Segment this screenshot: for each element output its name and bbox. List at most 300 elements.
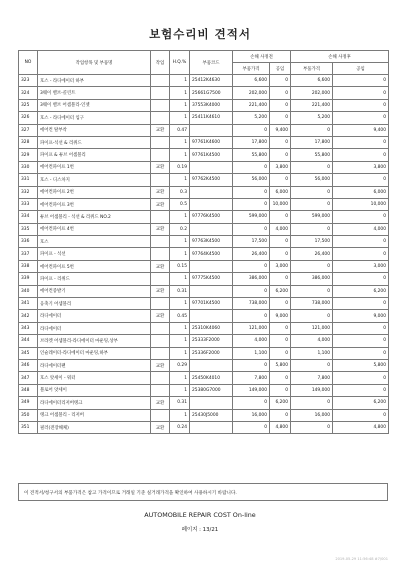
row-number-cell: 335 — [19, 223, 38, 235]
labor-after-cell: 9,400 — [333, 124, 389, 136]
hq-value-cell: 0.47 — [170, 124, 190, 136]
item-name-cell: 호스 - 디스차지 — [38, 174, 151, 186]
parts-price-before-cell: 5,200 — [233, 112, 270, 124]
row-number-cell: 349 — [19, 397, 38, 409]
labor-after-cell: 3,800 — [333, 161, 389, 173]
part-code-cell — [190, 310, 233, 322]
hq-value-cell: 0.24 — [170, 421, 190, 433]
labor-after-cell: 6,000 — [333, 186, 389, 198]
row-number-cell: 350 — [19, 409, 38, 421]
hq-value-cell: 1 — [170, 236, 190, 248]
labor-before-cell: 0 — [270, 236, 291, 248]
labor-before-cell: 0 — [270, 112, 291, 124]
table-row — [19, 359, 389, 371]
table-row — [19, 236, 389, 248]
parts-price-before-cell: 0 — [233, 260, 270, 272]
print-timestamp: 2019-05-29 11:56:48 #7/001 — [335, 557, 388, 561]
item-name-cell: 라디에이터팬 — [38, 359, 151, 371]
labor-after-cell: 0 — [333, 75, 389, 87]
row-number-cell: 325 — [19, 99, 38, 111]
labor-after-cell: 0 — [333, 248, 389, 260]
table-row — [19, 223, 389, 235]
table-row — [19, 273, 389, 285]
part-code-cell: 97761K4600 — [190, 136, 233, 148]
work-type-cell: 교환 — [151, 161, 170, 173]
work-type-cell: 교환 — [151, 310, 170, 322]
part-code-cell: 97701K4500 — [190, 298, 233, 310]
hq-value-cell: 0.19 — [170, 161, 190, 173]
parts-price-before-cell: 221,400 — [233, 99, 270, 111]
table-row — [19, 174, 389, 186]
hq-value-cell: 1 — [170, 112, 190, 124]
labor-before-cell: 6,200 — [270, 285, 291, 297]
parts-price-after-cell: 0 — [291, 359, 333, 371]
hq-value-cell: 1 — [170, 372, 190, 384]
parts-price-after-cell: 121,000 — [291, 322, 333, 334]
row-number-cell: 345 — [19, 347, 38, 359]
labor-after-cell: 10,000 — [333, 198, 389, 210]
work-type-cell — [151, 248, 170, 260]
labor-after-cell: 0 — [333, 236, 389, 248]
parts-price-after-cell: 0 — [291, 198, 333, 210]
work-type-cell: 교환 — [151, 186, 170, 198]
item-name-cell: 호스 앗세이 - 워터 — [38, 372, 151, 384]
labor-before-cell: 0 — [270, 87, 291, 99]
item-name-cell: 호스 - 라디에이터 입구 — [38, 112, 151, 124]
item-name-cell: 에어컨파이프 5번 — [38, 260, 151, 272]
item-name-cell: 파이프 - 리퀴드 — [38, 273, 151, 285]
part-code-cell: 97763K4500 — [190, 236, 233, 248]
work-type-cell — [151, 298, 170, 310]
part-code-cell — [190, 198, 233, 210]
parts-price-before-cell: 17,800 — [233, 136, 270, 148]
labor-after-cell: 0 — [333, 211, 389, 223]
table-row — [19, 285, 389, 297]
item-name-cell: 파이프-석션 & 리퀴드 — [38, 136, 151, 148]
labor-before-cell: 0 — [270, 248, 291, 260]
row-number-cell: 348 — [19, 384, 38, 396]
labor-after-cell: 5,800 — [333, 359, 389, 371]
work-type-cell: 교환 — [151, 260, 170, 272]
work-type-cell — [151, 347, 170, 359]
hq-value-cell: 0.31 — [170, 397, 190, 409]
table-row — [19, 298, 389, 310]
work-type-cell — [151, 236, 170, 248]
parts-price-after-cell: 55,800 — [291, 149, 333, 161]
parts-price-after-cell: 738,000 — [291, 298, 333, 310]
labor-after-cell: 0 — [333, 174, 389, 186]
hq-value-cell: 1 — [170, 322, 190, 334]
header-hq: H.Q.% — [170, 51, 190, 75]
parts-price-before-cell: 0 — [233, 285, 270, 297]
footer-page-indicator — [0, 525, 400, 533]
hq-value-cell: 0.2 — [170, 223, 190, 235]
work-type-cell — [151, 409, 170, 421]
labor-before-cell: 0 — [270, 298, 291, 310]
part-code-cell: 97761K4500 — [190, 149, 233, 161]
hq-value-cell: 1 — [170, 384, 190, 396]
part-code-cell: 97762K4500 — [190, 174, 233, 186]
parts-price-after-cell: 16,000 — [291, 409, 333, 421]
item-name-cell: 블로어 앗세이 — [38, 384, 151, 396]
work-type-cell: 교환 — [151, 285, 170, 297]
hq-value-cell: 1 — [170, 75, 190, 87]
work-type-cell — [151, 112, 170, 124]
labor-after-cell: 0 — [333, 99, 389, 111]
row-number-cell: 340 — [19, 285, 38, 297]
row-number-cell: 351 — [19, 421, 38, 433]
row-number-cell: 338 — [19, 260, 38, 272]
item-name-cell: 에어컨파이프 1번 — [38, 161, 151, 173]
parts-price-after-cell: 0 — [291, 186, 333, 198]
labor-after-cell: 0 — [333, 384, 389, 396]
labor-after-cell: 0 — [333, 409, 389, 421]
table-row — [19, 335, 389, 347]
item-name-cell: 에어컨파이프 3번 — [38, 198, 151, 210]
item-name-cell: 인슐레이터-라디에이터 마운팅,하부 — [38, 347, 151, 359]
part-code-cell — [190, 421, 233, 433]
table-row — [19, 248, 389, 260]
parts-price-before-cell: 0 — [233, 124, 270, 136]
table-row — [19, 87, 389, 99]
row-number-cell: 334 — [19, 211, 38, 223]
parts-price-after-cell: 0 — [291, 421, 333, 433]
table-row — [19, 198, 389, 210]
labor-before-cell: 0 — [270, 322, 291, 334]
table-row — [19, 322, 389, 334]
parts-price-before-cell: 26,400 — [233, 248, 270, 260]
parts-price-before-cell: 0 — [233, 359, 270, 371]
table-row — [19, 149, 389, 161]
work-type-cell: 교환 — [151, 198, 170, 210]
part-code-cell — [190, 124, 233, 136]
parts-price-before-cell: 1,100 — [233, 347, 270, 359]
parts-price-before-cell: 17,500 — [233, 236, 270, 248]
header-no: NO — [19, 51, 38, 75]
parts-price-after-cell: 0 — [291, 223, 333, 235]
row-number-cell: 326 — [19, 112, 38, 124]
row-number-cell: 323 — [19, 75, 38, 87]
labor-after-cell: 6,200 — [333, 397, 389, 409]
table-row — [19, 161, 389, 173]
labor-after-cell: 0 — [333, 347, 389, 359]
work-type-cell: 교환 — [151, 359, 170, 371]
item-name-cell: 에어컨증발기 — [38, 285, 151, 297]
part-code-cell: 25450K4010 — [190, 372, 233, 384]
part-code-cell: 25430J5000 — [190, 409, 233, 421]
item-name-cell: 3웨이 밸브 어셈블리-인젯 — [38, 99, 151, 111]
parts-price-before-cell: 0 — [233, 161, 270, 173]
parts-price-before-cell: 386,000 — [233, 273, 270, 285]
work-type-cell — [151, 75, 170, 87]
labor-before-cell: 0 — [270, 347, 291, 359]
header-part-code: 부품코드 — [190, 51, 233, 75]
work-type-cell: 교환 — [151, 124, 170, 136]
hq-value-cell: 1 — [170, 99, 190, 111]
hq-value-cell: 1 — [170, 136, 190, 148]
labor-after-cell: 6,200 — [333, 285, 389, 297]
part-code-cell: 97764K4500 — [190, 248, 233, 260]
labor-before-cell: 0 — [270, 273, 291, 285]
part-code-cell — [190, 260, 233, 272]
parts-price-after-cell: 0 — [291, 161, 333, 173]
row-number-cell: 328 — [19, 136, 38, 148]
header-parts-price-after: 부품가격 — [291, 63, 333, 75]
row-number-cell: 333 — [19, 198, 38, 210]
work-type-cell: 교환 — [151, 223, 170, 235]
row-number-cell: 329 — [19, 149, 38, 161]
hq-value-cell: 1 — [170, 298, 190, 310]
row-number-cell: 341 — [19, 298, 38, 310]
labor-before-cell: 6,000 — [270, 186, 291, 198]
parts-price-after-cell: 0 — [291, 260, 333, 272]
hq-value-cell: 0.45 — [170, 310, 190, 322]
labor-before-cell: 0 — [270, 136, 291, 148]
row-number-cell: 324 — [19, 87, 38, 99]
item-name-cell: 필러(전장해체) — [38, 421, 151, 433]
parts-price-after-cell: 5,200 — [291, 112, 333, 124]
labor-after-cell: 9,000 — [333, 310, 389, 322]
parts-price-before-cell: 6,600 — [233, 75, 270, 87]
parts-price-before-cell: 0 — [233, 421, 270, 433]
header-labor-after: 공임 — [333, 63, 389, 75]
parts-price-after-cell: 0 — [291, 285, 333, 297]
item-name-cell: 탱크 어셈블리 - 리저버 — [38, 409, 151, 421]
parts-price-after-cell: 149,000 — [291, 384, 333, 396]
labor-before-cell: 0 — [270, 335, 291, 347]
footer-service-name: AUTOMOBILE REPAIR COST On-line — [144, 511, 256, 519]
parts-price-before-cell: 149,000 — [233, 384, 270, 396]
parts-price-before-cell: 0 — [233, 186, 270, 198]
parts-price-after-cell: 7,800 — [291, 372, 333, 384]
part-code-cell: 37553K4000 — [190, 99, 233, 111]
labor-after-cell: 0 — [333, 112, 389, 124]
page-number: 13/21 — [202, 527, 219, 533]
labor-before-cell: 0 — [270, 409, 291, 421]
labor-after-cell: 0 — [333, 372, 389, 384]
labor-after-cell: 4,800 — [333, 421, 389, 433]
table-row — [19, 112, 389, 124]
labor-before-cell: 0 — [270, 372, 291, 384]
row-number-cell: 327 — [19, 124, 38, 136]
work-type-cell — [151, 384, 170, 396]
item-name-cell: 3웨이 밸브-콜린트 — [38, 87, 151, 99]
header-after-assessment: 손해 사정후 — [291, 51, 389, 63]
parts-price-after-cell: 6,600 — [291, 75, 333, 87]
table-row — [19, 75, 389, 87]
row-number-cell: 339 — [19, 273, 38, 285]
parts-price-before-cell: 0 — [233, 310, 270, 322]
labor-after-cell: 0 — [333, 149, 389, 161]
work-type-cell — [151, 273, 170, 285]
labor-before-cell: 3,000 — [270, 260, 291, 272]
part-code-cell: 25310K4060 — [190, 322, 233, 334]
page-label: 페이지 : — [181, 527, 203, 533]
parts-price-after-cell: 221,400 — [291, 99, 333, 111]
hq-value-cell: 1 — [170, 409, 190, 421]
table-row — [19, 136, 389, 148]
part-code-cell: 97776K4500 — [190, 211, 233, 223]
table-row — [19, 409, 389, 421]
hq-value-cell: 1 — [170, 149, 190, 161]
part-code-cell — [190, 359, 233, 371]
item-name-cell: 호스 - 라디에이터 하부 — [38, 75, 151, 87]
labor-before-cell: 4,800 — [270, 421, 291, 433]
parts-price-before-cell: 738,000 — [233, 298, 270, 310]
table-row — [19, 99, 389, 111]
row-number-cell: 346 — [19, 359, 38, 371]
item-name-cell: 호스 — [38, 236, 151, 248]
header-labor-before: 공임 — [270, 63, 291, 75]
item-name-cell: 브라켓 어셈블리-라디에이터 마운팅,상부 — [38, 335, 151, 347]
labor-after-cell: 0 — [333, 87, 389, 99]
item-name-cell: 튜브 어셈블리 - 석션 & 리퀴드 NO.2 — [38, 211, 151, 223]
header-work: 작업 — [151, 51, 170, 75]
part-code-cell: 25333F2000 — [190, 335, 233, 347]
work-type-cell — [151, 211, 170, 223]
labor-after-cell: 4,000 — [333, 223, 389, 235]
parts-price-after-cell: 1,100 — [291, 347, 333, 359]
row-number-cell: 331 — [19, 174, 38, 186]
table-row — [19, 384, 389, 396]
hq-value-cell: 0.29 — [170, 359, 190, 371]
labor-after-cell: 0 — [333, 273, 389, 285]
estimate-table — [18, 50, 389, 434]
row-number-cell: 330 — [19, 161, 38, 173]
hq-value-cell: 0.15 — [170, 260, 190, 272]
labor-before-cell: 10,000 — [270, 198, 291, 210]
table-row — [19, 211, 389, 223]
table-row — [19, 260, 389, 272]
labor-before-cell: 5,800 — [270, 359, 291, 371]
part-code-cell — [190, 161, 233, 173]
labor-after-cell: 3,000 — [333, 260, 389, 272]
hq-value-cell: 1 — [170, 211, 190, 223]
row-number-cell: 347 — [19, 372, 38, 384]
parts-price-after-cell: 202,000 — [291, 87, 333, 99]
part-code-cell: 25412K4630 — [190, 75, 233, 87]
hq-value-cell: 1 — [170, 335, 190, 347]
work-type-cell: 교환 — [151, 397, 170, 409]
labor-after-cell: 0 — [333, 136, 389, 148]
parts-price-after-cell: 599,000 — [291, 211, 333, 223]
parts-price-after-cell: 0 — [291, 310, 333, 322]
parts-price-before-cell: 56,000 — [233, 174, 270, 186]
item-name-cell: 라디에이터 — [38, 322, 151, 334]
parts-price-after-cell: 26,400 — [291, 248, 333, 260]
header-parts-price-before: 부품가격 — [233, 63, 270, 75]
parts-price-after-cell: 17,500 — [291, 236, 333, 248]
labor-after-cell: 0 — [333, 335, 389, 347]
part-code-cell: 97775K4500 — [190, 273, 233, 285]
work-type-cell — [151, 136, 170, 148]
parts-price-after-cell: 0 — [291, 124, 333, 136]
parts-price-before-cell: 4,000 — [233, 335, 270, 347]
work-type-cell — [151, 322, 170, 334]
labor-before-cell: 0 — [270, 99, 291, 111]
part-code-cell: 25661G7500 — [190, 87, 233, 99]
parts-price-after-cell: 56,000 — [291, 174, 333, 186]
table-row — [19, 372, 389, 384]
table-row — [19, 124, 389, 136]
header-before-assessment: 손해 사정전 — [233, 51, 291, 63]
labor-before-cell: 0 — [270, 211, 291, 223]
work-type-cell — [151, 149, 170, 161]
table-row — [19, 186, 389, 198]
labor-before-cell: 0 — [270, 384, 291, 396]
parts-price-before-cell: 16,000 — [233, 409, 270, 421]
table-row — [19, 421, 389, 433]
document-title: 보험수리비 견적서 — [149, 27, 251, 41]
item-name-cell: 응축기 어셈블리 — [38, 298, 151, 310]
row-number-cell: 342 — [19, 310, 38, 322]
header-item-name: 작업항목 및 부품명 — [38, 51, 151, 75]
table-row — [19, 347, 389, 359]
parts-price-before-cell: 55,800 — [233, 149, 270, 161]
work-type-cell — [151, 174, 170, 186]
row-number-cell: 344 — [19, 335, 38, 347]
item-name-cell: 라디에이터 — [38, 310, 151, 322]
work-type-cell — [151, 372, 170, 384]
row-number-cell: 336 — [19, 236, 38, 248]
item-name-cell: 라디에이터리저버탱크 — [38, 397, 151, 409]
labor-before-cell: 9,000 — [270, 310, 291, 322]
work-type-cell — [151, 335, 170, 347]
parts-price-after-cell: 4,000 — [291, 335, 333, 347]
item-name-cell: 파이프 - 석션 — [38, 248, 151, 260]
labor-after-cell: 0 — [333, 298, 389, 310]
part-code-cell: 25336F2000 — [190, 347, 233, 359]
item-name-cell: 파이프 & 튜브 어셈블리 — [38, 149, 151, 161]
row-number-cell: 337 — [19, 248, 38, 260]
row-number-cell: 343 — [19, 322, 38, 334]
hq-value-cell: 1 — [170, 248, 190, 260]
parts-price-before-cell: 0 — [233, 223, 270, 235]
parts-price-before-cell: 599,000 — [233, 211, 270, 223]
part-code-cell — [190, 397, 233, 409]
labor-before-cell: 9,400 — [270, 124, 291, 136]
labor-before-cell: 3,800 — [270, 161, 291, 173]
part-code-cell: 25411K4610 — [190, 112, 233, 124]
labor-before-cell: 0 — [270, 174, 291, 186]
labor-before-cell: 4,000 — [270, 223, 291, 235]
hq-value-cell: 1 — [170, 273, 190, 285]
table-row — [19, 397, 389, 409]
part-code-cell — [190, 285, 233, 297]
item-name-cell: 에어컨파이프 4번 — [38, 223, 151, 235]
part-code-cell: 25380G7000 — [190, 384, 233, 396]
parts-price-after-cell: 17,800 — [291, 136, 333, 148]
parts-price-before-cell: 0 — [233, 198, 270, 210]
parts-price-before-cell: 0 — [233, 397, 270, 409]
parts-price-before-cell: 7,800 — [233, 372, 270, 384]
item-name-cell: 에어컨 탈부착 — [38, 124, 151, 136]
price-disclaimer-note: 이 견적서/청구서의 부품가격은 참고 가격이므로 거래일 기준 실거래가격을 확인하여 사용하시기 바랍니다. — [18, 483, 388, 501]
hq-value-cell: 0.5 — [170, 198, 190, 210]
item-name-cell: 에어컨파이프 2번 — [38, 186, 151, 198]
work-type-cell — [151, 87, 170, 99]
parts-price-after-cell: 386,000 — [291, 273, 333, 285]
hq-value-cell: 1 — [170, 87, 190, 99]
hq-value-cell: 1 — [170, 347, 190, 359]
labor-before-cell: 0 — [270, 149, 291, 161]
labor-after-cell: 0 — [333, 322, 389, 334]
hq-value-cell: 1 — [170, 174, 190, 186]
parts-price-before-cell: 121,000 — [233, 322, 270, 334]
parts-price-after-cell: 0 — [291, 397, 333, 409]
work-type-cell — [151, 99, 170, 111]
row-number-cell: 332 — [19, 186, 38, 198]
